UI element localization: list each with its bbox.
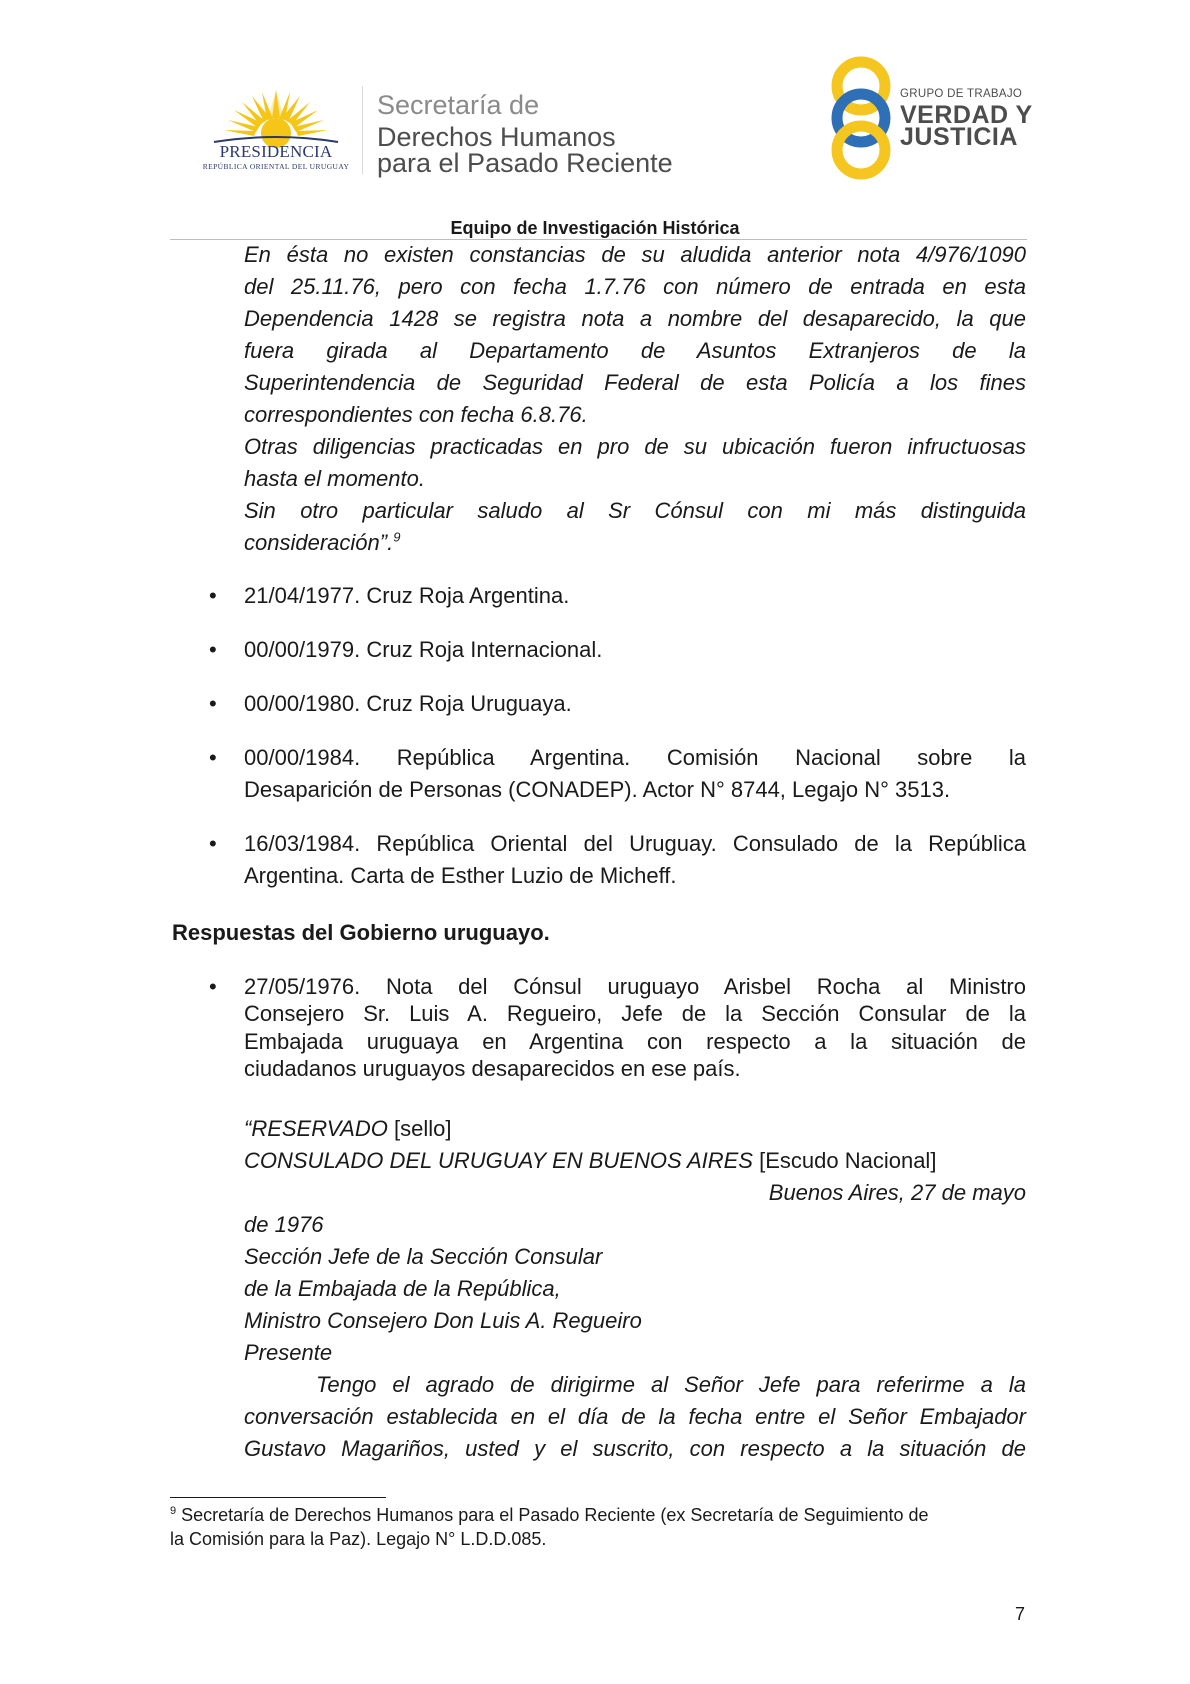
republica-logo-text: REPÚBLICA ORIENTAL DEL URUGUAY	[202, 162, 350, 171]
quote-line: Otras diligencias practicadas en pro de su ubicación fueron infructuosas	[244, 434, 1026, 459]
list-item: 00/00/1980. Cruz Roja Uruguaya.	[244, 691, 572, 716]
paragraph-line: 27/05/1976. Nota del Cónsul uruguayo Arisbel Rocha al Ministro	[244, 974, 1026, 999]
list-item-continuation: Desaparición de Personas (CONADEP). Actor N° 8744, Legajo N° 3513.	[244, 777, 951, 802]
letter-body-line: conversación establecida en el día de la fecha entre el Señor Embajador	[244, 1404, 1026, 1429]
bullet-dot: •	[209, 637, 217, 662]
letter-addressee: Presente	[244, 1340, 333, 1365]
list-item: 00/00/1984. República Argentina. Comisión Nacional sobre la	[244, 745, 1026, 770]
footnote-line: la Comisión para la Paz). Legajo N° L.D.D.085.	[170, 1529, 547, 1549]
letter-addressee: Ministro Consejero Don Luis A. Regueiro	[244, 1308, 642, 1333]
quote-line: correspondientes con fecha 6.8.76.	[244, 402, 588, 427]
quote-line: fuera girada al Departamento de Asuntos Extranjeros de la	[244, 338, 1026, 363]
letter-body-line: Tengo el agrado de dirigirme al Señor Jefe para referirme a la	[316, 1372, 1026, 1397]
letter-body-line: Gustavo Magariños, usted y el suscrito, con respecto a la situación de	[244, 1436, 1026, 1461]
secretaria-line-3: para el Pasado Reciente	[377, 148, 673, 178]
gtvj-subtitle: GRUPO DE TRABAJO	[900, 88, 1023, 100]
paragraph-line: ciudadanos uruguayos desaparecidos en ese país.	[244, 1056, 741, 1081]
paragraph-line: Embajada uruguaya en Argentina con respecto a la situación de	[244, 1029, 1026, 1054]
gtvj-title-line-2: JUSTICIA	[900, 123, 1018, 151]
quote-line: hasta el momento.	[244, 466, 425, 491]
list-item: 16/03/1984. República Oriental del Uruguay. Consulado de la República	[244, 831, 1026, 856]
bullet-dot: •	[209, 745, 217, 770]
bullet-dot: •	[209, 831, 217, 856]
footnote-divider	[170, 1497, 386, 1498]
footnote-reference: 9	[393, 529, 401, 545]
letter-addressee: Sección Jefe de la Sección Consular	[244, 1244, 603, 1269]
consulado-text: CONSULADO DEL URUGUAY EN BUENOS AIRES	[244, 1148, 753, 1173]
footnote-number: 9	[170, 1505, 177, 1517]
interlocking-rings-logo-icon	[822, 56, 900, 180]
quote-text: consideración”.	[244, 530, 394, 555]
secretaria-line-1: Secretaría de	[377, 90, 540, 120]
escudo-note: [Escudo Nacional]	[759, 1148, 937, 1173]
reservado-text: “RESERVADO	[244, 1116, 388, 1141]
header-divider	[170, 239, 1027, 240]
bullet-dot: •	[209, 974, 217, 999]
letter-date-continuation: de 1976	[244, 1212, 324, 1237]
letter-date: Buenos Aires, 27 de mayo	[768, 1180, 1026, 1205]
list-item: 00/00/1979. Cruz Roja Internacional.	[244, 637, 603, 662]
list-item-continuation: Argentina. Carta de Esther Luzio de Micheff.	[244, 863, 677, 888]
quote-line: del 25.11.76, pero con fecha 1.7.76 con número de entrada en esta	[244, 274, 1026, 299]
footnote-line	[170, 1506, 929, 1524]
letter-addressee: de la Embajada de la República,	[244, 1276, 561, 1301]
letter-reservado-line	[244, 1118, 451, 1140]
quote-line: Dependencia 1428 se registra nota a nombre del desaparecido, la que	[244, 306, 1026, 331]
sello-note: [sello]	[393, 1116, 452, 1141]
section-heading: Respuestas del Gobierno uruguayo.	[172, 920, 550, 945]
paragraph-line: Consejero Sr. Luis A. Regueiro, Jefe de la Sección Consular de la	[244, 1001, 1026, 1026]
logo-divider	[362, 86, 363, 174]
quote-line: Superintendencia de Seguridad Federal de esta Policía a los fines	[244, 370, 1026, 395]
secretaria-line-2: Derechos Humanos	[377, 122, 616, 152]
bullet-dot: •	[209, 691, 217, 716]
letter-consulado-line	[244, 1150, 936, 1172]
quote-line: Sin otro particular saludo al Sr Cónsul con mi más distinguida	[244, 498, 1026, 523]
list-item: 21/04/1977. Cruz Roja Argentina.	[244, 583, 570, 608]
quote-line: En ésta no existen constancias de su aludida anterior nota 4/976/1090	[244, 242, 1026, 267]
page-number: 7	[1015, 1604, 1026, 1624]
quote-line-last	[244, 529, 401, 555]
gtvj-title-line-1: VERDAD Y	[900, 101, 1033, 129]
footnote-text: Secretaría de Derechos Humanos para el Pasado Reciente (ex Secretaría de Seguimiento de	[181, 1505, 929, 1525]
bullet-dot: •	[209, 583, 217, 608]
presidencia-logo-text: PRESIDENCIA	[219, 142, 333, 161]
page-header-title: Equipo de Investigación Histórica	[450, 218, 740, 238]
